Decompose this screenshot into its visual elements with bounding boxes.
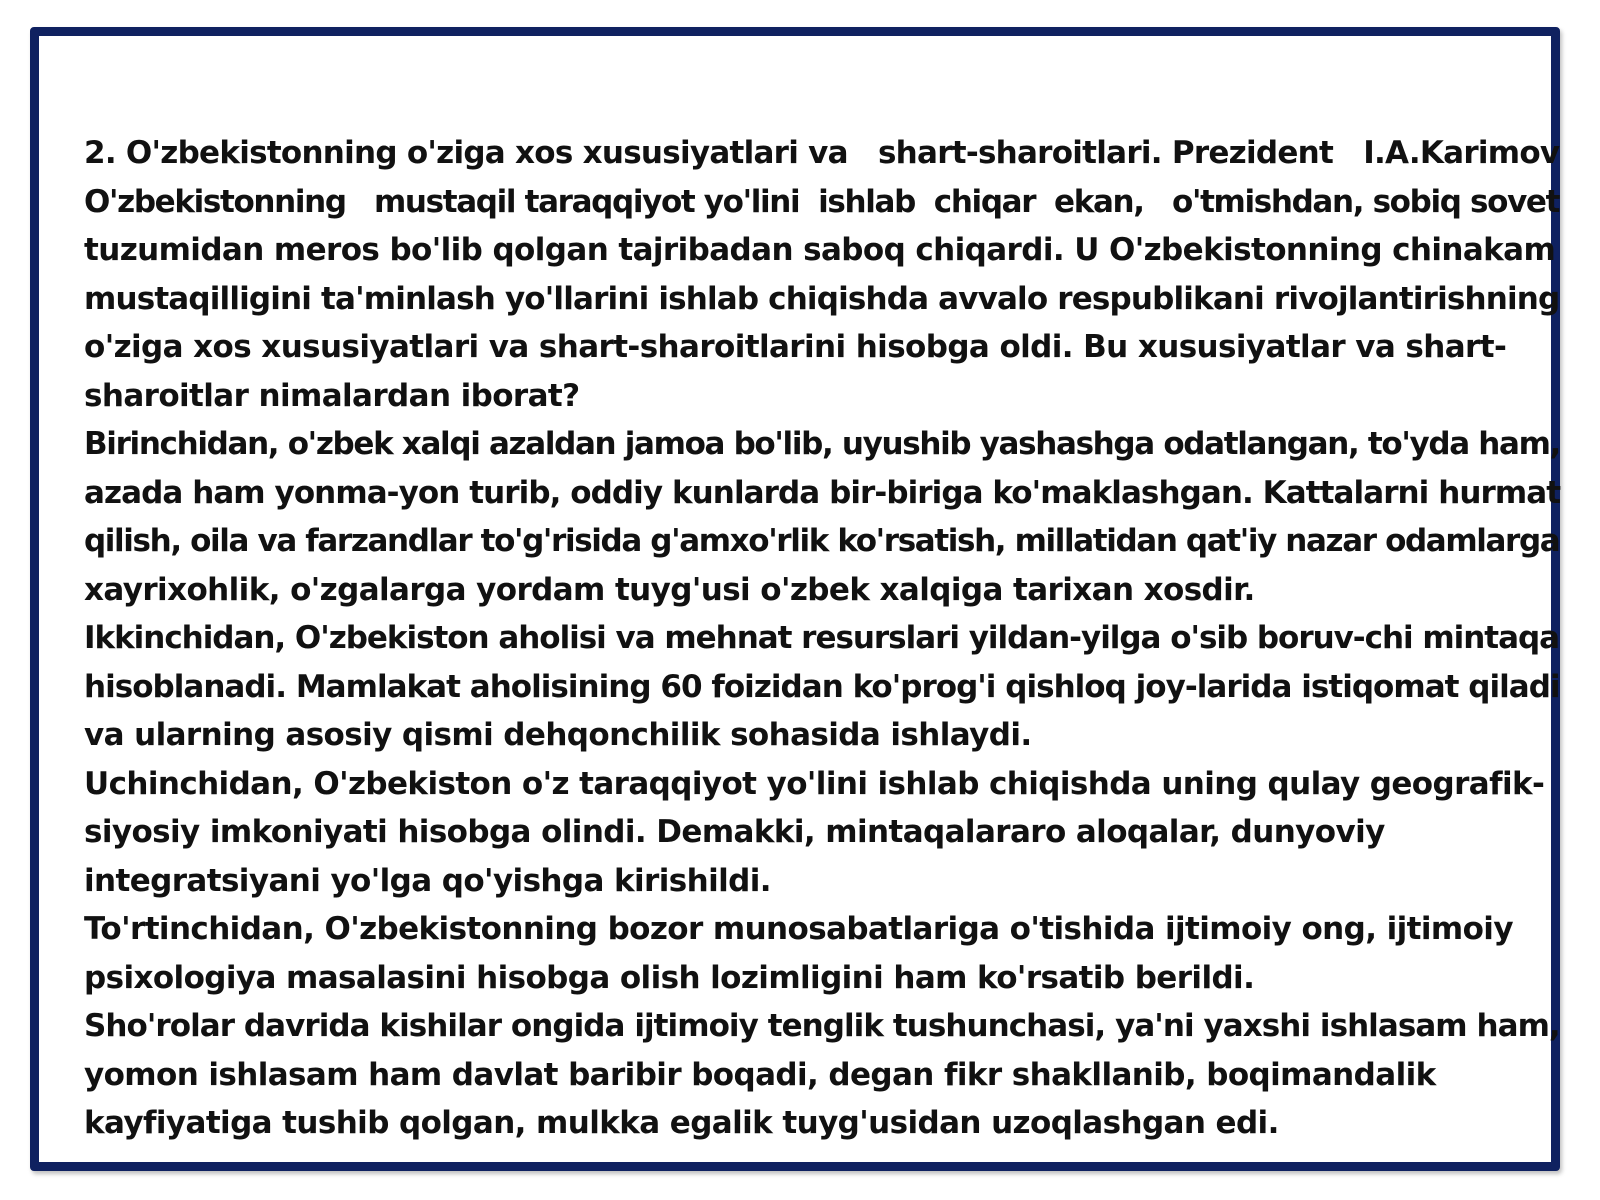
text-line: sharoitlar nimalardan iborat? (84, 377, 580, 414)
text-line: O'zbekistonning mustaqil taraqqiyot yo'lini ishlab chiqar ekan, o'tmishdan, sobiq sovet (84, 183, 1560, 220)
text-line: hisoblanadi. Mamlakat aholisining 60 foizidan ko'prog'i qishloq joy-larida istiqomat qiladi (84, 668, 1560, 705)
text-line: psixologiya masalasini hisobga olish lozimligini ham ko'rsatib berildi. (84, 959, 1255, 996)
text-line: qilish, oila va farzandlar to'g'risida g'amxo'rlik ko'rsatish, millatidan qat'iy nazar odamlarga (84, 523, 1560, 559)
text-line: Sho'rolar davrida kishilar ongida ijtimoiy tenglik tushunchasi, ya'ni yaxshi ishlasam ham, (84, 1008, 1560, 1044)
text-line: integratsiyani yo'lga qo'yishga kirishildi. (84, 862, 771, 899)
text-line: 2. O'zbekistonning o'ziga xos xususiyatlari va shart-sharoitlari. Prezident I.A.Karimov (84, 135, 1560, 171)
slide-frame (30, 27, 1560, 1171)
document-text (84, 129, 1564, 1148)
text-line: azada ham yonma-yon turib, oddiy kunlarda bir-biriga ko'maklashgan. Kattalarni hurmat (84, 474, 1561, 511)
text-line: siyosiy imkoniyati hisobga olindi. Demakki, mintaqalararo aloqalar, dunyoviy (84, 814, 1385, 850)
text-line: Ikkinchidan, O'zbekiston aholisi va mehnat resurslari yildan-yilga o'sib boruv-chi mintaqa (84, 620, 1560, 656)
text-line: xayrixohlik, o'zgalarga yordam tuyg'usi o'zbek xalqiga tarixan xosdir. (84, 571, 1255, 608)
text-line: To'rtinchidan, O'zbekistonning bozor munosabatlariga o'tishida ijtimoiy ong, ijtimoiy (84, 911, 1513, 947)
text-line: yomon ishlasam ham davlat baribir boqadi, degan fikr shakllanib, boqimandalik (84, 1056, 1436, 1093)
text-line: Uchinchidan, O'zbekiston o'z taraqqiyot yo'lini ishlab chiqishda uning qulay geografik- (84, 765, 1545, 802)
text-line: tuzumidan meros bo'lib qolgan tajribadan saboq chiqardi. U O'zbekistonning chinakam (84, 232, 1556, 268)
text-line: o'ziga xos xususiyatlari va shart-sharoitlarini hisobga oldi. Bu xususiyatlar va shart- (84, 329, 1507, 365)
text-line: kayfiyatiga tushib qolgan, mulkka egalik tuyg'usidan uzoqlashgan edi. (84, 1105, 1279, 1141)
text-line: mustaqilligini ta'minlash yo'llarini ishlab chiqishda avvalo respublikani rivojlantirishning (84, 280, 1560, 317)
text-line: va ularning asosiy qismi dehqonchilik sohasida ishlaydi. (84, 717, 1032, 753)
text-line: Birinchidan, o'zbek xalqi azaldan jamoa bo'lib, uyushib yashashga odatlangan, to'yda ham, (84, 426, 1560, 462)
